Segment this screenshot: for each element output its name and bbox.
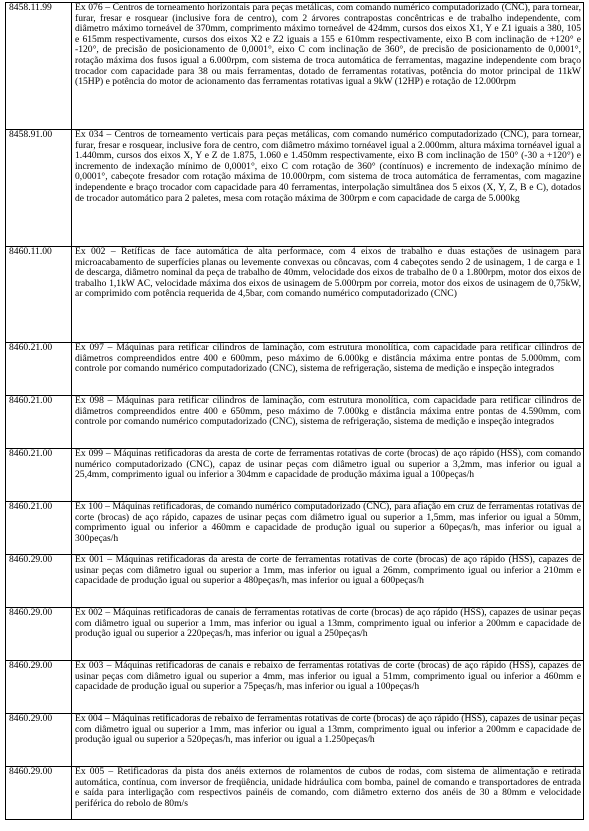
ncm-code-cell: 8460.29.00 (6, 608, 72, 661)
ncm-code-cell: 8460.11.00 (6, 247, 72, 343)
table-row (6, 714, 584, 767)
description-cell: Ex 099 – Máquinas retificadoras da aresta de corte de ferramentas rotativas de corte (brocas) de aço rápido (HSS), com comando numérico computadorizado (CNC), capaz de usinar peças com diâmetro igual ou superior a 3,2mm, mas inferior ou igual a 25,4mm, comprimento igual ou inferior a 304mm e capacidade de produção máxima igual a 100peças/h (72, 449, 584, 502)
ex-tarifario-table (5, 2, 584, 820)
table-row (6, 3, 584, 130)
table-row (6, 247, 584, 343)
table-row (6, 343, 584, 396)
description-cell: Ex 001 – Máquinas retificadoras da aresta de corte de ferramentas rotativas de corte (brocas) de aço rápido (HSS), capazes de usinar peças com diâmetro igual ou superior a 1mm, mas inferior ou igual a 26mm, comprimento igual ou inferior a 210mm e capacidade de produção igual ou superior a 480peças/h, mas inferior ou igual a 600peças/h (72, 555, 584, 608)
table-row (6, 130, 584, 247)
description-cell: Ex 005 – Retificadoras da pista dos anéis externos de rolamentos de cubos de rodas, com sistema de alimentação e retirada automática, contínua, com inversor de freqüência, unidade hidráulica com bomba, painel de comando e transportadores de entrada e saída para interligação com respectivos painéis de comando, com diâmetro externo dos anéis de 30 a 80mm e velocidade periférica do rebolo de 80m/s (72, 767, 584, 820)
table-row (6, 555, 584, 608)
table-row (6, 608, 584, 661)
description-cell: Ex 002 – Retíficas de face automática de alta performace, com 4 eixos de trabalho e duas estações de usinagem para microacabamento de superfícies planas ou levemente convexas ou côncavas, com 4 cabeçotes sendo 2 de usinagem, 1 de carga e 1 de descarga, diâmetro nominal da peça de trabalho de 40mm, velocidade dos eixos de trabalho de 0 a 1.800rpm, motor dos eixos de trabalho 1,1kW AC, velocidade máxima dos eixos de usinagem de 5.000rpm por correia, motor dos eixos de usinagem de 0,75kW, ar comprimido com potência requerida de 4,5bar, com comando numérico computadorizado (CNC) (72, 247, 584, 343)
ncm-code-cell: 8460.29.00 (6, 767, 72, 820)
table-row (6, 767, 584, 820)
description-cell: Ex 004 – Máquinas retificadoras de rebaixo de ferramentas rotativas de corte (brocas) de aço rápido (HSS), capazes de usinar peças com diâmetro igual ou superior a 1mm, mas inferior ou igual a 13mm, comprimento igual ou inferior a 200mm e capacidade de produção igual ou superior a 520peças/h, mas inferior ou igual a 1.250peças/h (72, 714, 584, 767)
table-row (6, 449, 584, 502)
table-row (6, 502, 584, 555)
ncm-code-cell: 8460.29.00 (6, 555, 72, 608)
ncm-code-cell: 8460.29.00 (6, 714, 72, 767)
ncm-code-cell: 8460.21.00 (6, 502, 72, 555)
ncm-code-cell: 8458.11.99 (6, 3, 72, 130)
ncm-code-cell: 8460.21.00 (6, 343, 72, 396)
table-row (6, 396, 584, 449)
description-cell: Ex 002 – Máquinas retificadoras de canais de ferramentas rotativas de corte (brocas) de aço rápido (HSS), capazes de usinar peças com diâmetro igual ou superior a 1mm, mas inferior ou igual a 13mm, comprimento igual ou inferior a 200mm e capacidade de produção igual ou superior a 220peças/h, mas inferior ou igual a 250peças/h (72, 608, 584, 661)
description-cell: Ex 100 – Máquinas retificadoras, de comando numérico computadorizado (CNC), para afiação em cruz de ferramentas rotativas de corte (brocas) de aço rápido, capazes de usinar peças com diâmetro igual ou superior a 1,5mm, mas inferior ou igual a 50mm, comprimento igual ou inferior a 460mm e capacidade de produção igual ou superior a 60peças/h, mas inferior ou igual a 300peças/h (72, 502, 584, 555)
document-page (5, 2, 584, 820)
description-cell: Ex 003 – Máquinas retificadoras de canais e rebaixo de ferramentas rotativas de corte (brocas) de aço rápido (HSS), capazes de usinar peças com diâmetro igual ou superior a 4mm, mas inferior ou igual a 51mm, comprimento igual ou inferior a 460mm e capacidade de produção igual ou superior a 75peças/h, mas inferior ou igual a 100peças/h (72, 661, 584, 714)
description-cell: Ex 034 – Centros de torneamento verticais para peças metálicas, com comando numérico computadorizado (CNC), para tornear, furar, fresar e rosquear, inclusive fora de centro, com diâmetro máximo tornéavel igual a 2.000mm, altura máxima tornéavel igual a 1.440mm, cursos dos eixos X, Y e Z de 1.875, 1.060 e 1.450mm respectivamente, eixo B com inclinação de 150° (-30 a +120°) e incremento de indexação mínimo de 0,0001°, eixo C com rotação de 360° (contínuos) e incremento de indexação mínimo de 0,0001°, cabeçote fresador com rotação máxima de 10.000rpm, com sistema de troca automática de ferramentas, com magazine independente e braço trocador com capacidade para 40 ferramentas, interpolação simultânea dos 5 eixos (X, Y, Z, B e C), dotados de trocador automático para 2 paletes, mesa com rotação máxima de 300rpm e com capacidade de carga de 5.000kg (72, 130, 584, 247)
ncm-code-cell: 8458.91.00 (6, 130, 72, 247)
ncm-code-cell: 8460.21.00 (6, 449, 72, 502)
ncm-code-cell: 8460.21.00 (6, 396, 72, 449)
table-row (6, 661, 584, 714)
description-cell: Ex 097 – Máquinas para retificar cilindros de laminação, com estrutura monolítica, com capacidade para retificar cilindros de diâmetros compreendidos entre 400 e 600mm, peso máximo de 6.000kg e distância máxima entre pontas de 5.000mm, com controle por comando numérico computadorizado (CNC), sistema de refrigeração, sistema de medição e inspeção integrados (72, 343, 584, 396)
ncm-code-cell: 8460.29.00 (6, 661, 72, 714)
description-cell: Ex 098 – Máquinas para retificar cilindros de laminação, com estrutura monolítica, com capacidade para retificar cilindros de diâmetros compreendidos entre 400 e 650mm, peso máximo de 7.000kg e distância máxima entre pontas de 4.590mm, com controle por comando numérico computadorizado (CNC), sistema de refrigeração, sistema de medição e inspeção integrados (72, 396, 584, 449)
description-cell: Ex 076 – Centros de torneamento horizontais para peças metálicas, com comando numérico computadorizado (CNC), para tornear, furar, fresar e rosquear (inclusive fora de centro), com 2 árvores contrapostas concêntricas e de trabalho independente, com diâmetro máximo torneável de 370mm, comprimento máximo torneável de 424mm, cursos dos eixos X1, Y e Z1 iguais a 380, 105 e 615mm respectivamente, cursos dos eixos X2 e Z2 iguais a 155 e 610mm respectivamente, eixo B com inclinação de +120° e -120°, de precisão de posicionamento de 0,0001°, eixo C com inclinação de 360°, de precisão de posicionamento de 0,0001°, rotação máxima dos fusos igual a 6.000rpm, com sistema de troca automática de ferramentas, magazine independente com braço trocador com capacidade para 38 ou mais ferramentas, dotado de ferramentas rotativas, potência do motor principal de 11kW (15HP) e potência do motor de acionamento das ferramentas rotativas igual a 9kW (12HP) e rotação de 12.000rpm (72, 3, 584, 130)
